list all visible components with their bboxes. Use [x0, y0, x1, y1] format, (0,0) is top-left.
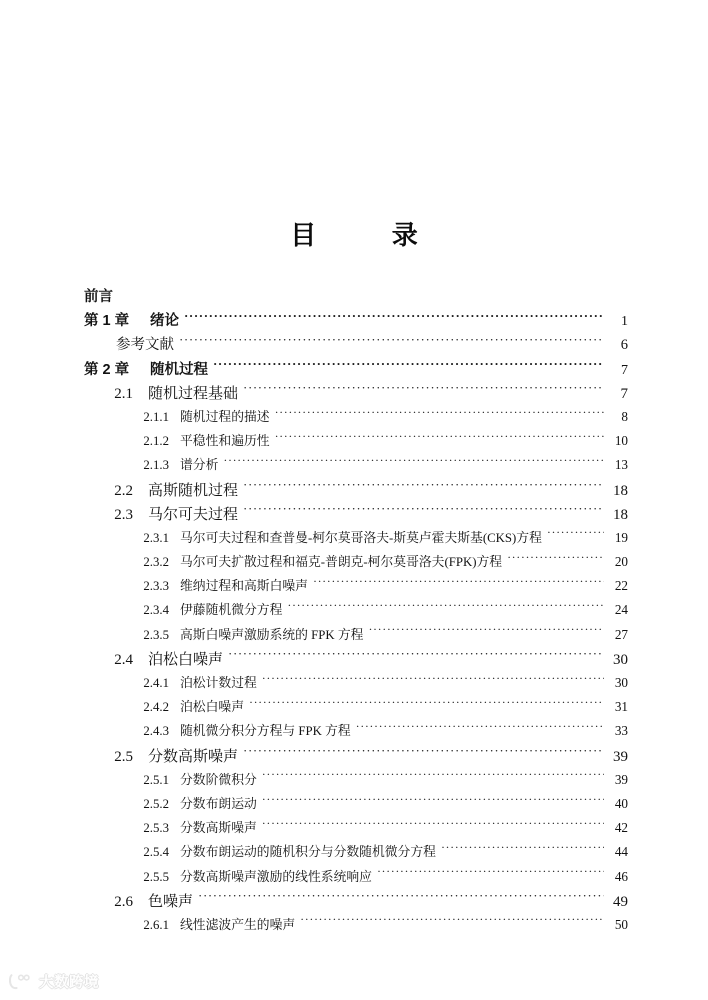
toc-entry-number: 2.4.2: [143, 700, 169, 715]
toc-entry-number: 2.3.1: [143, 530, 169, 545]
toc-entry-page-number: 7: [621, 362, 628, 378]
table-of-contents: [84, 285, 628, 938]
toc-entry-label: 随机过程的描述: [180, 409, 270, 424]
toc-entry[interactable]: [84, 914, 628, 938]
toc-dot-leader: [356, 723, 604, 736]
toc-entry-page-number: 39: [614, 771, 628, 787]
toc-dot-leader: [368, 626, 604, 639]
toc-entry-label: 泊松白噪声: [148, 651, 224, 668]
toc-entry-page-number: 31: [614, 699, 628, 715]
toc-entry-number: 2.3.5: [143, 627, 169, 642]
toc-entry-label: 平稳性和遍历性: [180, 434, 270, 449]
toc-entry-page-number: 44: [614, 844, 628, 860]
toc-entry[interactable]: [84, 333, 628, 357]
toc-entry[interactable]: [84, 285, 628, 309]
toc-entry-page-number: 8: [621, 408, 628, 424]
toc-entry-label: 随机微分积分方程与 FPK 方程: [180, 724, 351, 739]
toc-entry-page-number: 1: [621, 314, 628, 330]
toc-entry-page-number: 40: [614, 795, 628, 811]
toc-entry[interactable]: [84, 575, 628, 599]
watermark-logo-icon: [8, 973, 34, 990]
toc-entry-label: 高斯随机过程: [148, 482, 239, 499]
watermark: [8, 971, 99, 992]
toc-dot-leader: [262, 819, 604, 832]
toc-entry-page-number: 6: [620, 337, 628, 354]
toc-entry[interactable]: [84, 406, 628, 430]
toc-entry[interactable]: [84, 454, 628, 478]
toc-entry-number: 2.5.2: [143, 796, 169, 811]
toc-entry-number: 2.1.1: [143, 409, 169, 424]
toc-entry-page-number: 39: [613, 748, 628, 765]
toc-dot-leader: [287, 602, 604, 615]
toc-entry-number: 2.6: [114, 893, 133, 910]
toc-dot-leader: [243, 480, 604, 495]
toc-entry-page-number: 10: [614, 433, 628, 449]
toc-entry-number: 2.5.4: [143, 845, 169, 860]
toc-entry[interactable]: [84, 696, 628, 720]
toc-entry-label: 分数阶微积分: [180, 772, 257, 787]
toc-entry-label: 泊松计数过程: [180, 676, 257, 690]
toc-entry-number: 2.5.1: [143, 772, 169, 787]
toc-entry[interactable]: [84, 527, 628, 551]
toc-entry-label: 谱分析: [180, 458, 219, 473]
toc-entry-page-number: 19: [614, 529, 628, 545]
toc-dot-leader: [313, 577, 604, 590]
toc-entry-page-number: 13: [614, 457, 628, 473]
toc-entry-number: 2.3.4: [143, 603, 169, 618]
toc-entry-label: 泊松白噪声: [180, 700, 244, 715]
toc-dot-leader: [243, 383, 604, 398]
toc-entry[interactable]: [84, 309, 628, 333]
toc-dot-leader: [300, 916, 604, 929]
toc-entry-page-number: 7: [620, 385, 628, 402]
toc-entry[interactable]: [84, 358, 628, 382]
toc-dot-leader: [377, 868, 604, 881]
toc-dot-leader: [275, 432, 604, 445]
toc-entry-label: 随机过程: [150, 361, 208, 378]
toc-entry[interactable]: [84, 479, 628, 503]
toc-dot-leader: [228, 649, 604, 664]
toc-dot-leader: [243, 504, 604, 519]
toc-entry[interactable]: [84, 769, 628, 793]
toc-entry-label: 高斯白噪声激励系统的 FPK 方程: [180, 627, 364, 642]
toc-entry[interactable]: [84, 382, 628, 406]
toc-entry-label: 线性滤波产生的噪声: [180, 917, 296, 932]
toc-entry-page-number: 24: [614, 602, 628, 618]
toc-entry-label: 随机过程基础: [148, 385, 239, 402]
toc-dot-leader: [441, 844, 604, 857]
toc-dot-leader: [275, 408, 604, 421]
toc-entry-page-number: 49: [613, 893, 628, 910]
toc-entry[interactable]: [84, 624, 628, 648]
toc-entry-page-number: 46: [614, 868, 628, 884]
page-title: 目 录: [290, 220, 426, 250]
toc-entry[interactable]: [84, 720, 628, 744]
toc-entry-number: 2.1.3: [143, 458, 169, 473]
toc-entry[interactable]: [84, 866, 628, 890]
toc-entry-number: 2.5: [114, 748, 133, 765]
toc-entry-label: 参考文献: [116, 337, 174, 354]
toc-entry-page-number: 22: [614, 578, 628, 594]
toc-entry-page-number: 27: [614, 626, 628, 642]
toc-entry[interactable]: [84, 745, 628, 769]
toc-entry-label: 分数布朗运动的随机积分与分数随机微分方程: [180, 845, 436, 860]
toc-dot-leader: [198, 891, 604, 906]
toc-entry-page-number: 18: [613, 506, 628, 523]
toc-entry[interactable]: [84, 817, 628, 841]
toc-dot-leader: [262, 795, 604, 808]
toc-entry-label: 分数布朗运动: [180, 796, 257, 811]
toc-entry[interactable]: [84, 648, 628, 672]
toc-entry-label: 马尔可夫扩散过程和福克-普朗克-柯尔莫哥洛夫(FPK)方程: [180, 555, 503, 570]
toc-entry-page-number: 33: [614, 723, 628, 739]
toc-entry-label: 维纳过程和高斯白噪声: [180, 579, 308, 594]
toc-dot-leader: [507, 553, 604, 566]
toc-entry-number: 2.4.1: [143, 676, 169, 690]
toc-entry-label: 分数高斯噪声: [148, 748, 239, 765]
toc-entry-number: 2.1.2: [143, 434, 169, 449]
toc-entry[interactable]: [84, 841, 628, 865]
toc-entry-label: 色噪声: [148, 893, 194, 910]
toc-entry-number: 2.5.5: [143, 869, 169, 884]
toc-entry[interactable]: [84, 430, 628, 454]
toc-entry-label: 马尔可夫过程和查普曼-柯尔莫哥洛夫-斯莫卢霍夫斯基(CKS)方程: [180, 530, 542, 545]
toc-entry-page-number: 30: [613, 651, 628, 668]
toc-entry-number: 2.4.3: [143, 724, 169, 739]
toc-entry-page-number: 30: [614, 675, 628, 690]
toc-entry-number: 第 1 章: [84, 313, 130, 330]
toc-entry[interactable]: [84, 793, 628, 817]
toc-entry-number: 2.2: [114, 482, 133, 499]
toc-entry-label: 伊藤随机微分方程: [180, 603, 283, 618]
toc-dot-leader: [179, 335, 604, 350]
toc-dot-leader: [547, 529, 604, 542]
toc-dot-leader: [262, 674, 604, 687]
toc-dot-leader: [249, 698, 604, 711]
toc-dot-leader: [262, 771, 604, 784]
toc-entry-page-number: 42: [614, 820, 628, 836]
watermark-label: 大数跨境: [39, 975, 99, 991]
toc-entry-number: 2.4: [114, 651, 133, 668]
toc-entry-label: 分数高斯噪声: [180, 821, 257, 836]
toc-entry-page-number: 18: [613, 482, 628, 499]
toc-entry-label: 前言: [84, 289, 113, 305]
toc-entry-number: 2.3.3: [143, 579, 169, 594]
toc-entry[interactable]: [84, 503, 628, 527]
toc-entry-label: 马尔可夫过程: [148, 506, 239, 523]
toc-entry-number: 2.3: [114, 506, 133, 523]
toc-dot-leader: [223, 457, 604, 470]
toc-entry-number: 2.6.1: [143, 917, 169, 932]
toc-entry-number: 2.1: [114, 385, 133, 402]
toc-entry-label: 绪论: [150, 313, 179, 330]
toc-entry-number: 第 2 章: [84, 361, 130, 378]
toc-entry-number: 2.5.3: [143, 821, 169, 836]
toc-dot-leader: [243, 746, 604, 761]
toc-entry[interactable]: [84, 890, 628, 914]
toc-entry[interactable]: [84, 672, 628, 696]
toc-entry-label: 分数高斯噪声激励的线性系统响应: [180, 869, 372, 884]
toc-entry-number: 2.3.2: [143, 555, 169, 570]
toc-entry-page-number: 50: [614, 916, 628, 932]
toc-entry[interactable]: [84, 551, 628, 575]
toc-entry[interactable]: [84, 599, 628, 623]
toc-dot-leader: [184, 311, 604, 326]
toc-dot-leader: [213, 359, 604, 374]
toc-entry-page-number: 20: [614, 554, 628, 570]
